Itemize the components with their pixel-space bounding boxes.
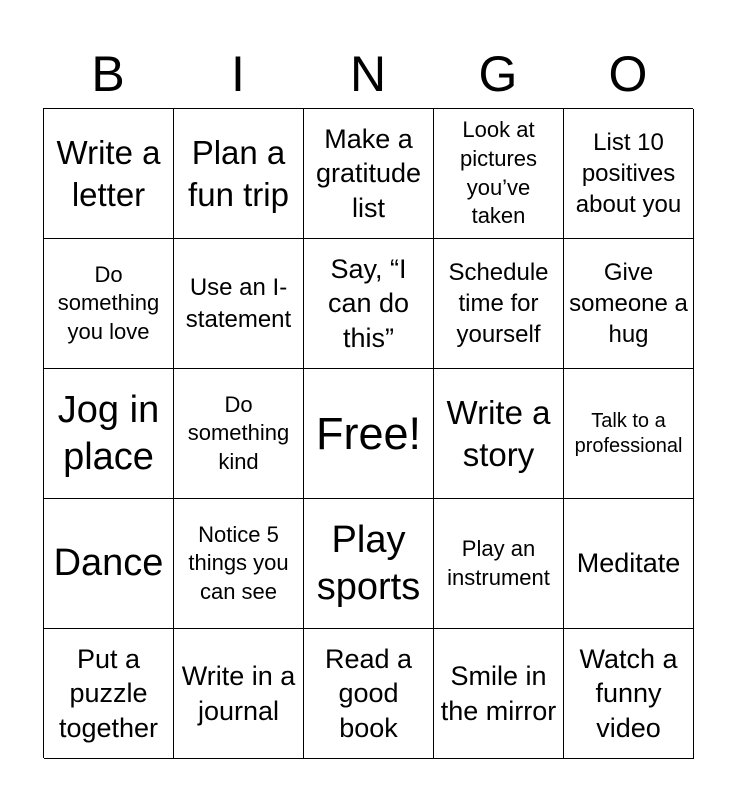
cell-text: Give someone a hug — [569, 258, 688, 349]
header-letter-i: I — [231, 46, 245, 102]
cell-text: Plan a fun trip — [188, 134, 289, 213]
cell-text: Smile in the mirror — [440, 660, 557, 726]
bingo-cell[interactable] — [304, 629, 434, 759]
bingo-cell[interactable] — [174, 499, 304, 629]
bingo-cell[interactable] — [434, 239, 564, 369]
bingo-cell[interactable] — [564, 109, 694, 239]
bingo-cell[interactable] — [44, 369, 174, 499]
cell-text: Meditate — [576, 548, 681, 579]
cell-text: Do something kind — [187, 391, 290, 474]
bingo-cell[interactable] — [44, 499, 174, 629]
header-letter-n: N — [349, 46, 387, 102]
bingo-cell[interactable] — [174, 369, 304, 499]
cell-text: Look at pictures you’ve taken — [459, 117, 538, 229]
bingo-cell[interactable] — [44, 239, 174, 369]
cell-text: Say, “I can do this” — [327, 253, 410, 353]
bingo-cell[interactable] — [434, 109, 564, 239]
header-letter-o: O — [608, 46, 648, 102]
bingo-cell[interactable] — [304, 499, 434, 629]
cell-text: Watch a funny video — [579, 643, 678, 743]
bingo-cell[interactable] — [434, 499, 564, 629]
cell-text: Make a gratitude list — [315, 123, 422, 223]
cell-text: Read a good book — [324, 643, 413, 743]
cell-text: Write in a journal — [181, 660, 296, 726]
bingo-cell[interactable] — [304, 109, 434, 239]
cell-text: Use an I-statement — [185, 274, 292, 333]
free-space-cell[interactable] — [304, 369, 434, 499]
cell-text: Notice 5 things you can see — [188, 521, 289, 604]
header-letter-b: B — [91, 46, 125, 102]
cell-text: Do something you love — [57, 261, 160, 344]
bingo-cell[interactable] — [564, 499, 694, 629]
cell-text: Write a story — [446, 394, 551, 473]
bingo-cell[interactable] — [434, 629, 564, 759]
bingo-cell[interactable] — [174, 239, 304, 369]
cell-text: Dance — [53, 542, 164, 585]
bingo-board — [43, 108, 693, 758]
header-letter-g: G — [478, 46, 518, 102]
bingo-cell[interactable] — [304, 239, 434, 369]
bingo-cell[interactable] — [564, 629, 694, 759]
bingo-cell[interactable] — [44, 629, 174, 759]
cell-text: Schedule time for yourself — [448, 258, 549, 349]
bingo-cell[interactable] — [174, 109, 304, 239]
bingo-cell[interactable] — [44, 109, 174, 239]
cell-text: Talk to a professional — [574, 409, 683, 457]
bingo-header — [43, 40, 693, 108]
cell-text: Play an instrument — [447, 535, 550, 590]
bingo-cell[interactable] — [174, 629, 304, 759]
cell-text: Put a puzzle together — [58, 643, 159, 743]
bingo-cell[interactable] — [564, 239, 694, 369]
cell-text: Play sports — [316, 519, 421, 608]
cell-text: List 10 positives about you — [575, 128, 682, 219]
free-space-text: Free! — [315, 407, 422, 459]
bingo-cell[interactable] — [564, 369, 694, 499]
cell-text: Jog in place — [57, 389, 160, 478]
cell-text: Write a letter — [56, 134, 161, 213]
bingo-cell[interactable] — [434, 369, 564, 499]
